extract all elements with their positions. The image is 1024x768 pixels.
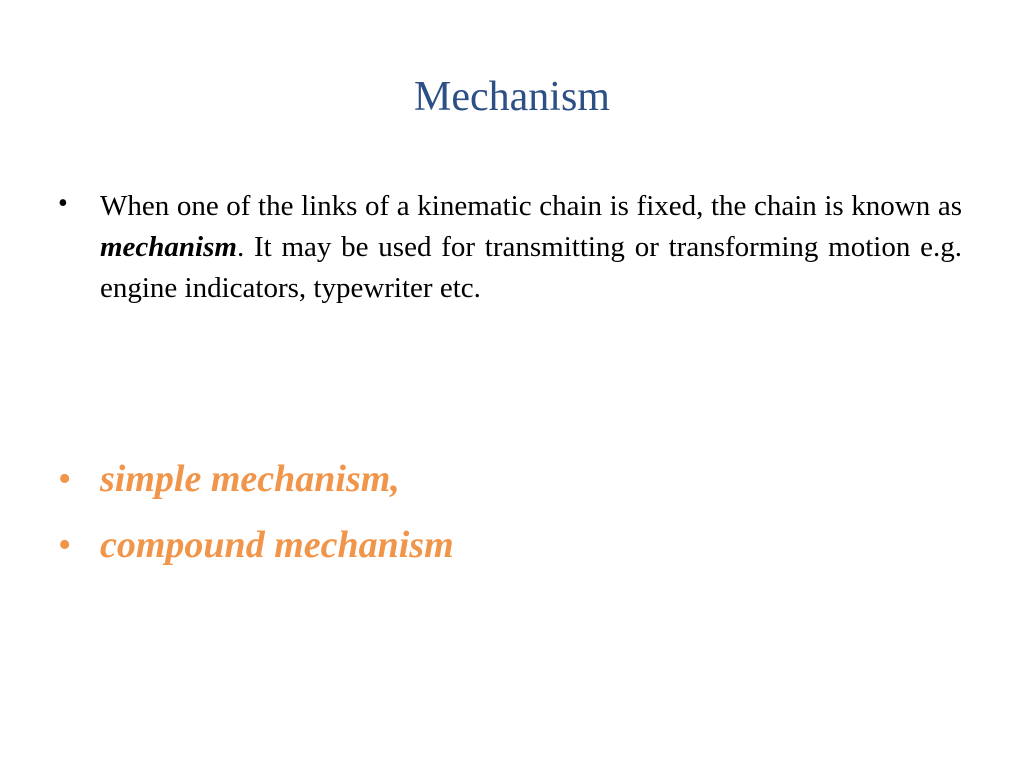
paragraph-text-before: When one of the links of a kinematic chain is fixed, the chain is known as [100, 190, 962, 222]
type-bullet-compound: • [58, 524, 72, 566]
definition-paragraph [100, 186, 962, 309]
type-bullet-simple: • [58, 458, 72, 500]
type-item-compound-mechanism: compound mechanism [100, 524, 454, 566]
paragraph-bullet: • [58, 188, 68, 219]
paragraph-emphasis: mechanism [100, 231, 237, 263]
type-item-simple-mechanism: simple mechanism, [100, 458, 400, 500]
paragraph-text-after: . It may be used for transmitting or transforming motion e.g. engine indicators, typewriter etc. [100, 231, 962, 304]
slide-title: Mechanism [414, 74, 610, 120]
